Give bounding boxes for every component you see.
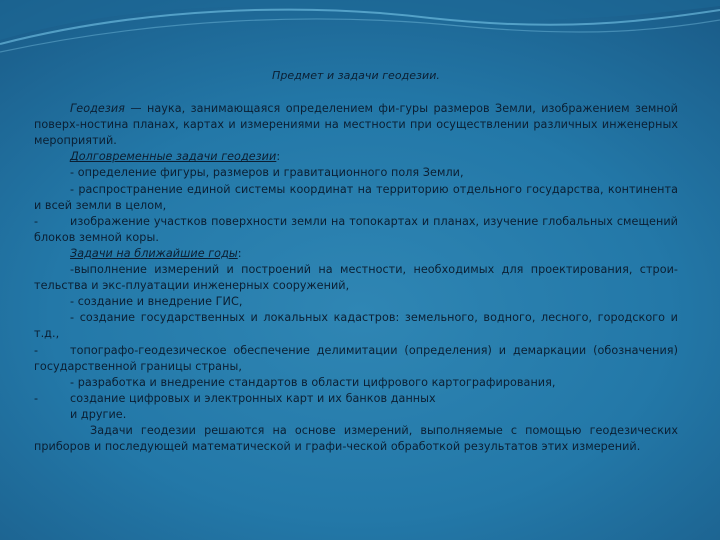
near-term-item-6-text: создание цифровых и электронных карт и их банков данных <box>70 391 436 405</box>
long-term-item-1: - определение фигуры, размеров и гравитационного поля Земли, <box>70 166 464 180</box>
near-term-item-2: - создание и внедрение ГИС, <box>70 295 243 309</box>
near-term-item-4-dash: - <box>34 343 39 357</box>
near-term-heading: Задачи на ближайшие годы <box>70 246 238 260</box>
long-term-item-3-text: изображение участков поверхности земли на топокартах и планах, изучение глобальных смещений блоков земной коры. <box>34 214 678 244</box>
long-term-item-2: - распространение единой системы координат на территорию отдельного государства, континента и всей земли в целом, <box>34 182 678 212</box>
long-term-heading-suffix: : <box>276 150 281 164</box>
long-term-item-3-dash: - <box>34 214 39 228</box>
near-term-item-6-dash: - <box>34 391 39 405</box>
near-term-item-1: -выполнение измерений и построений на местности, необходимых для проектирования, строи-тельства и экс-плуатации инженерных сооружений, <box>34 263 678 293</box>
near-term-heading-line <box>34 246 678 262</box>
near-term-item-3: - создание государственных и локальных кадастров: земельного, водного, лесного, городского и т.д., <box>34 311 678 341</box>
slide-title: Предмет и задачи геодезии. <box>272 69 440 82</box>
near-term-item-4-text: топографо-геодезическое обеспечение делимитации (определения) и демаркации (обозначения) государственной границы страны, <box>34 343 678 373</box>
near-term-item-4 <box>34 343 678 375</box>
near-term-item-6 <box>34 391 678 407</box>
near-term-item-5: - разработка и внедрение стандартов в области цифрового картографирования, <box>70 375 556 389</box>
conclusion-paragraph: Задачи геодезии решаются на основе измерений, выполняемые с помощью геодезических приборов и последующей математической и графи-ческой обработкой результатов этих измерений. <box>34 423 678 454</box>
near-term-item-7: и другие. <box>70 407 127 421</box>
definition-text: — наука, занимающаяся определением фи-гуры размеров Земли, изображением земной поверх-ностина планах, картах и измерениями на местности при осуществлении различных инженерных мероприятий. <box>34 102 678 148</box>
long-term-heading: Долговременные задачи геодезии <box>70 150 277 164</box>
long-term-heading-line <box>34 149 678 165</box>
slide-content <box>34 68 678 455</box>
definition-paragraph <box>34 101 678 149</box>
long-term-item-3 <box>34 214 678 246</box>
definition-term: Геодезия <box>70 102 125 116</box>
near-term-heading-suffix: : <box>237 246 242 260</box>
